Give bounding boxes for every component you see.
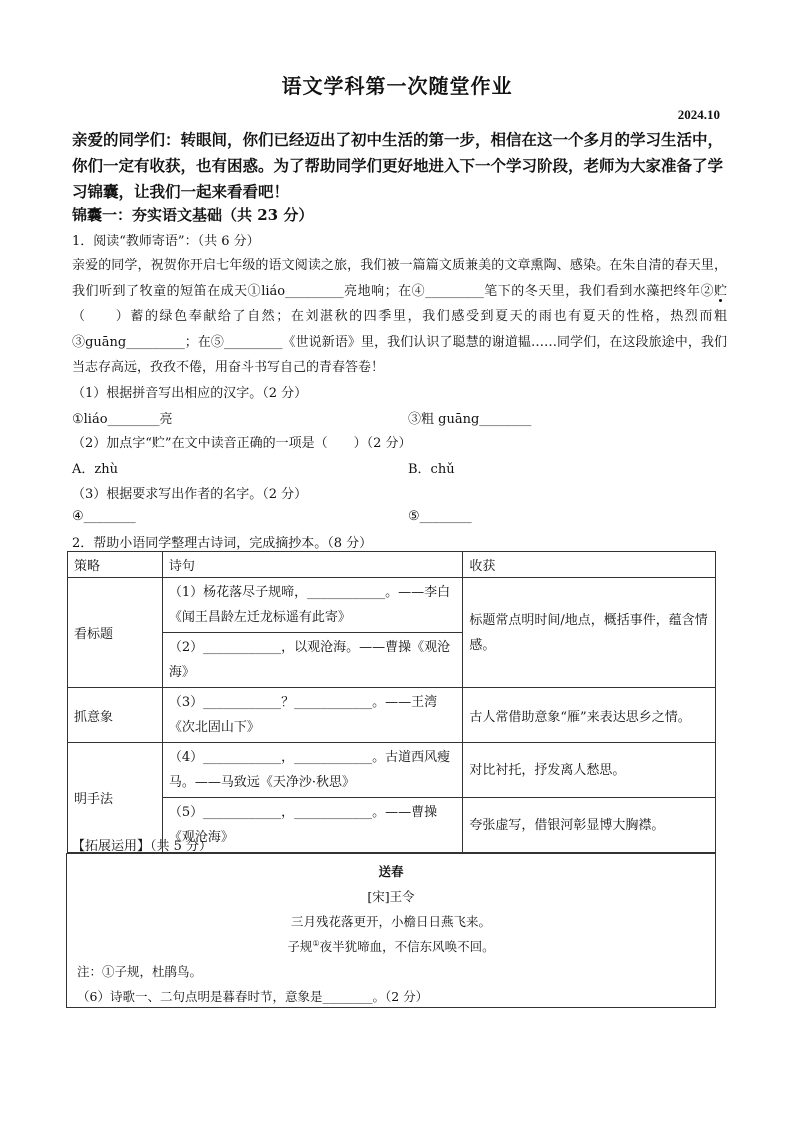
question-2-heading: 2．帮助小语同学整理古诗词，完成摘抄本。（8 分）	[72, 536, 373, 551]
passage-text: 笔下的冬天里，我们看到水藻把终年②	[483, 283, 714, 299]
option-a[interactable]: A．zhù	[72, 462, 118, 477]
date-label: 2024.10	[677, 107, 720, 122]
section-heading: 锦囊一：夯实语文基础（共 23 分）	[72, 206, 314, 224]
poem-cell[interactable]: （4）____________，____________。古道西风瘦马。——马致远《天净沙·秋思》	[162, 743, 463, 798]
poem-cell[interactable]: （2）____________，以观沧海。——曹操《观沧海》	[162, 633, 463, 688]
blank-3[interactable]: _________	[126, 334, 185, 350]
strategy-cell: 抓意象	[68, 688, 163, 743]
sub-question-3-answer-b[interactable]: ⑤________	[408, 509, 472, 524]
poem-note: 注：①子规，杜鹃鸟。	[77, 964, 203, 979]
poem-cell[interactable]: （3）____________？____________。——王湾《次北固山下》	[162, 688, 463, 743]
gain-cell: 对比衬托，抒发离人愁思。	[463, 743, 716, 798]
gain-cell: 标题常点明时间/地点，概括事件，蕴含情感。	[463, 578, 716, 688]
strategy-cell: 看标题	[68, 578, 163, 688]
blank-4[interactable]: _________	[425, 283, 484, 299]
poem-author: [宋]王令	[367, 889, 415, 904]
passage-text: 《世说新语》里，我们认识了聪慧的谢道韫……同学们，在这段旅途中，我们当志存高远，孜孜不倦，用奋斗书写自己的青春答卷！	[72, 334, 727, 375]
page-title: 语文学科第一次随堂作业	[281, 74, 513, 98]
sub-question-3: （3）根据要求写出作者的名字。（2 分）	[72, 487, 308, 502]
header-cell: 策略	[68, 552, 163, 578]
poem-line-2-start: 子规	[287, 939, 313, 954]
question-6[interactable]: （6）诗歌一、二句点明是暮春时节，意象是________。（2 分）	[77, 989, 429, 1004]
passage-text: 亲爱的同学，祝贺你开启七年级的语文阅读之旅，我们被一篇篇文质兼美的文章熏陶、感染。在朱自清的春天里，我们听到了牧童的短笛在成天①liáo	[72, 258, 727, 299]
footnote-marker: ①	[312, 938, 320, 948]
extension-heading: 【拓展运用】（共 5 分）	[72, 839, 213, 854]
poem-cell[interactable]: （5）____________，____________。——曹操《观沧海》	[162, 798, 463, 853]
table-row	[68, 688, 716, 743]
table-header-row	[68, 552, 716, 578]
intro-paragraph: 亲爱的同学们：转眼间，你们已经迈出了初中生活的第一步，相信在这一个多月的学习生活中，你们一定有收获，也有困惑。为了帮助同学们更好地进入下一个学习阶段，老师为大家准备了学习锦囊，让我们一起来看看吧！	[72, 130, 724, 201]
sub-question-1-answer-b[interactable]: ③粗 guāng________	[408, 412, 532, 427]
poem-line-2-end: 夜半犹啼血，不信东风唤不回。	[319, 939, 495, 954]
sub-question-3-answer-a[interactable]: ④________	[72, 509, 136, 524]
blank-1[interactable]: _________	[285, 283, 344, 299]
sub-question-2: （2）加点字“贮”在文中读音正确的一项是（ ）（2 分）	[72, 436, 412, 451]
poem-cell[interactable]: （1）杨花落尽子规啼，____________。——李白《闻王昌龄左迁龙标遥有此寄》	[162, 578, 463, 633]
passage-text: ；在⑤	[184, 334, 224, 350]
question-1-heading: 1．阅读“教师寄语”：（共 6 分）	[72, 234, 260, 249]
poem-line-2	[67, 937, 715, 955]
header-cell: 收获	[463, 552, 716, 578]
sub-question-1: （1）根据拼音写出相应的汉字。（2 分）	[72, 386, 308, 401]
poetry-table	[67, 551, 716, 853]
header-cell: 诗句	[162, 552, 463, 578]
dotted-character: 贮	[713, 283, 727, 299]
gain-cell: 古人常借助意象“雁”来表达思乡之情。	[463, 688, 716, 743]
sub-question-1-answer-a[interactable]: ①liáo________亮	[72, 412, 173, 427]
poem-title: 送春	[378, 864, 404, 879]
poem-box	[66, 853, 716, 1008]
option-b[interactable]: B．chǔ	[408, 462, 455, 477]
poem-line-1: 三月残花落更开，小檐日日燕飞来。	[290, 914, 491, 929]
strategy-cell: 明手法	[68, 743, 163, 853]
passage-text: （ ）蓄的绿色奉献给了自然；在刘湛秋的四季里，我们感受到夏天的雨也有夏天的性格，热烈而粗③guāng	[72, 309, 727, 350]
table-row	[68, 578, 716, 633]
blank-5[interactable]: _________	[223, 334, 283, 350]
table-row	[68, 743, 716, 798]
gain-cell: 夸张虚写，借银河彰显博大胸襟。	[463, 798, 716, 853]
passage-text: 亮地响；在④	[343, 283, 426, 299]
teacher-message-passage	[72, 253, 727, 381]
